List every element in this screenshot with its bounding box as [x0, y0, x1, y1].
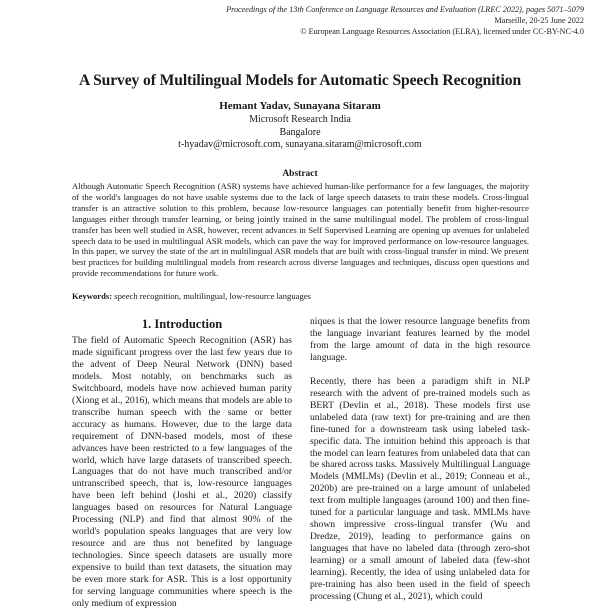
- section-heading-introduction: 1. Introduction: [141, 317, 223, 331]
- abstract-heading: Abstract: [282, 169, 318, 179]
- author-affiliation: [0, 114, 600, 152]
- paper-title: A Survey of Multilingual Models for Automatic Speech Recognition: [78, 72, 522, 89]
- intro-paragraph-1: The field of Automatic Speech Recognition (ASR) has made significant progress over the last few years due to the advent of Deep Neural Network (DNN) based models. Most notably, on benchmarks such as Switchboard, models have now achieved human parity (Xiong et al., 2016), which means that models are able to transcribe human speech with the same or better accuracy as humans. However, due to the large data requirement of DNN-based models, most of these advances have been restricted to a few languages of the world, which have large datasets of transcribed speech. Languages that do not have much transcribed and/or untranscribed speech, that is, low-resource languages have been left behind (Joshi et al., 2020) classify languages based on resources for Natural Language Processing (NLP) and find that almost 90% of the world's population speaks languages that are very low resource and are thus not benefited by language technologies. Since speech datasets are usually more expensive to build than text datasets, the situation may be even more stark for ASR. This is a lost opportunity for serving language communities where speech is the only medium of expression: [72, 335, 292, 609]
- license-line: © European Language Resources Association (ELRA), licensed under CC-BY-NC-4.0: [300, 27, 584, 36]
- venue-line: Proceedings of the 13th Conference on Language Resources and Evaluation (LREC 2022), pages 5071–5079: [226, 5, 584, 14]
- proceedings-header: [144, 4, 584, 37]
- affiliation-city: Bangalore: [279, 126, 321, 138]
- left-column: [72, 335, 292, 610]
- keywords-line: [72, 291, 529, 302]
- intro-paragraph-continued: niques is that the lower resource language benefits from the language invariant features learned by the model from the large amount of data in the high resource language.: [310, 316, 530, 363]
- location-line: Marseille, 20-25 June 2022: [494, 16, 584, 25]
- right-column: [310, 316, 530, 603]
- keywords-label: Keywords:: [72, 291, 113, 301]
- author-emails: t-hyadav@microsoft.com, sunayana.sitaram@microsoft.com: [178, 139, 422, 150]
- intro-paragraph-2: Recently, there has been a paradigm shift in NLP research with the advent of pre-trained models such as BERT (Devlin et al., 2018). These models first use unlabeled data (raw text) for pre-training and are then fine-tuned for a downstream task using labeled task-specific data. The intuition behind this approach is that the model can learn features from unlabeled data that can be shared across tasks. Massively Multilingual Language Models (MMLMs) (Devlin et al., 2019; Conneau et al., 2020b) are pre-trained on a large amount of unlabeled text from multiple languages (around 100) and then fine-tuned for a particular language and task. MMLMs have shown impressive cross-lingual transfer (Wu and Dredze, 2019), leading to performance gains on languages that have no labeled data (through zero-shot learning) or a small amount of labeled data (few-shot learning). Recently, the idea of using unlabeled data for pre-training has also been used in the field of speech processing (Chung et al., 2021), which could: [310, 375, 530, 602]
- keywords-text: speech recognition, multilingual, low-resource languages: [112, 291, 311, 301]
- affiliation-name: Microsoft Research India: [249, 114, 351, 125]
- paper-authors: Hemant Yadav, Sunayana Sitaram: [219, 100, 381, 112]
- abstract-body: Although Automatic Speech Recognition (ASR) systems have achieved human-like performance for a few languages, the majority of the world's languages do not have usable systems due to the lack of large speech datasets to train these models. Cross-lingual transfer is an attractive solution to this problem, because low-resource languages can potentially benefit from higher-resource languages either through transfer learning, or being jointly trained in the same multilingual model. The problem of cross-lingual transfer has been well studied in ASR, however, recent advances in Self Supervised Learning are opening up avenues for unlabeled speech data to be used in multilingual ASR models, which can pave the way for improved performance on low-resource languages. In this paper, we survey the state of the art in multilingual ASR models that are built with cross-lingual transfer in mind. We present best practices for building multilingual models from research across diverse languages and techniques, discuss open questions and provide recommendations for future work.: [72, 181, 529, 279]
